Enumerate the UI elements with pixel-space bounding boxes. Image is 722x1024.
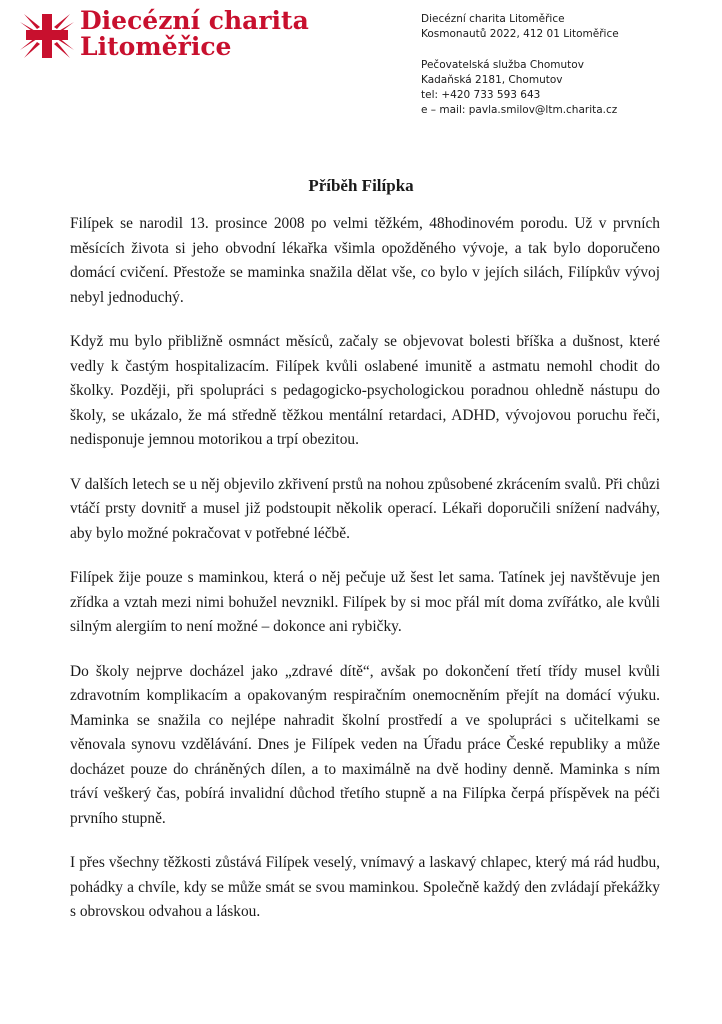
- story-body: [70, 212, 660, 945]
- logo-line-1: Diecézní charita: [80, 6, 309, 35]
- document-title: Příběh Filípka: [308, 176, 414, 195]
- email: e – mail: pavla.smilov@ltm.charita.cz: [421, 104, 618, 116]
- service-name: Pečovatelská služba Chomutov: [421, 59, 584, 71]
- charity-cross-icon: [20, 10, 74, 62]
- paragraph: Filípek žije pouze s maminkou, která o něj pečuje už šest let sama. Tatínek jej navštěvuje jen zřídka a vztah mezi nimi bohužel nevznikl. Filípek by si moc přál mít doma zvířátko, ale kvůli silným alergiím to není možné – dokonce ani rybičky.: [70, 569, 660, 635]
- paragraph: Do školy nejprve docházel jako „zdravé dítě“, avšak po dokončení třetí třídy musel kvůli zdravotním komplikacím a opakovaným respiračním onemocněním přejít na domácí výuku. Maminka se snažila co nejlépe nahradit školní prostředí a ve spolupráci s učitelkami se věnovala synovu vzdělávání. Dnes je Filípek veden na Úřadu práce České republiky a může docházet pouze do chráněných dílen, a to maximálně na dvě hodiny denně. Maminka s ním tráví veškerý čas, pobírá invalidní důchod třetího stupně a na Filípka čerpá příspěvek na péči prvního stupně.: [70, 662, 660, 827]
- phone: tel: +420 733 593 643: [421, 89, 541, 101]
- org-address: Kosmonautů 2022, 412 01 Litoměřice: [421, 28, 619, 40]
- paragraph: V dalších letech se u něj objevilo zkřivení prstů na nohou způsobené zkrácením svalů. Při chůzi vtáčí prsty dovnitř a musel již podstoupit několik operací. Lékaři doporučili snížení nadváhy, aby bylo možné pokračovat v potřebné léčbě.: [70, 475, 660, 542]
- organization-contact: [421, 12, 619, 118]
- paragraph: Když mu bylo přibližně osmnáct měsíců, začaly se objevovat bolesti bříška a dušnost, které vedly k častým hospitalizacím. Filípek kvůli oslabené imunitě a astmatu nemohl chodit do školky. Později, při spolupráci s pedagogicko-psychologickou poradnou ohledně nástupu do školy, se ukázalo, že má středně těžkou mentální retardaci, ADHD, vývojovou poruchu řeči, nedisponuje jemnou motorikou a trpí obezitou.: [70, 333, 660, 448]
- logo-line-2: Litoměřice: [80, 32, 232, 61]
- paragraph: Filípek se narodil 13. prosince 2008 po velmi těžkém, 48hodinovém porodu. Už v prvních měsících života si jeho obvodní lékařka všimla opožděného vývoje, a tak bylo doporučeno domácí cvičení. Přestože se maminka snažila dělat vše, co bylo v jejích silách, Filípkův vývoj nebyl jednoduchý.: [70, 215, 660, 306]
- paragraph: I přes všechny těžkosti zůstává Filípek veselý, vnímavý a laskavý chlapec, který má rád hudbu, pohádky a chvíle, kdy se může smát se svou maminkou. Společně každý den zvládají překážky s obrovskou odvahou a láskou.: [70, 854, 660, 920]
- org-name: Diecézní charita Litoměřice: [421, 13, 565, 25]
- service-address: Kadaňská 2181, Chomutov: [421, 74, 563, 86]
- charity-logo: [20, 8, 309, 62]
